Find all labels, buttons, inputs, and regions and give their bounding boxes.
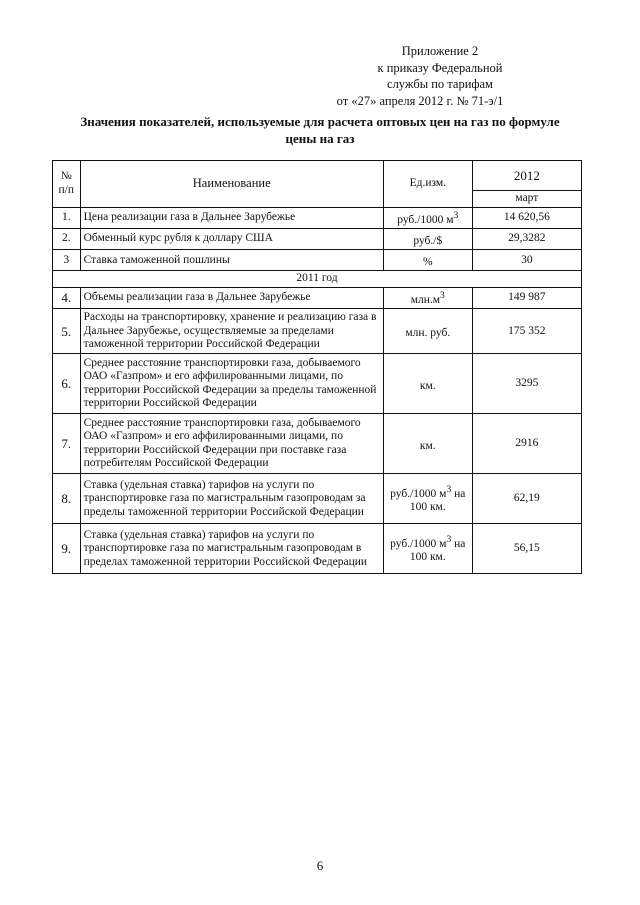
unit-superscript: 3 — [446, 483, 452, 495]
row-value: 3295 — [472, 354, 581, 414]
unit-text: % — [422, 255, 433, 268]
row-unit — [383, 207, 472, 228]
header-num-line-1: № — [60, 170, 72, 183]
row-name: Цена реализации газа в Дальнее Зарубежье — [80, 207, 383, 228]
row-unit — [383, 414, 472, 474]
row-value: 56,15 — [472, 524, 581, 574]
table-row — [53, 354, 582, 414]
appendix-line-3: службы по тарифам — [387, 77, 493, 91]
row-value: 30 — [472, 250, 581, 271]
table-row — [53, 474, 582, 524]
row-number: 2. — [53, 228, 81, 249]
appendix-header — [336, 43, 540, 109]
row-value: 175 352 — [472, 309, 581, 354]
row-name: Расходы на транспортировку, хранение и реализацию газа в Дальнее Зарубежье, осуществляемые за пределами таможенной территории Российской Федерации — [80, 309, 383, 354]
row-value: 149 987 — [472, 287, 581, 308]
table-row — [53, 414, 582, 474]
unit-superscript: 3 — [440, 289, 445, 301]
header-name: Наименование — [80, 161, 383, 208]
row-name: Обменный курс рубля к доллару США — [80, 228, 383, 249]
table-row — [53, 309, 582, 354]
unit-text: км. — [419, 439, 436, 452]
row-number: 6. — [53, 354, 81, 414]
table-header-row — [53, 161, 582, 191]
unit-superscript: 3 — [446, 533, 452, 545]
row-value: 62,19 — [472, 474, 581, 524]
unit-text: руб./1000 м — [390, 537, 447, 550]
appendix-line-4: от «27» апреля 2012 г. № 71-э/1 — [336, 93, 504, 108]
row-name: Объемы реализации газа в Дальнее Зарубежье — [80, 287, 383, 308]
unit-text: руб./1000 м — [397, 213, 454, 226]
row-number: 5. — [53, 309, 81, 354]
unit-text: млн. руб. — [405, 326, 451, 339]
row-value: 14 620,56 — [472, 207, 581, 228]
unit-text: млн.м — [410, 293, 441, 306]
table-row — [53, 250, 582, 271]
header-num — [53, 161, 81, 208]
row-unit — [383, 474, 472, 524]
unit-text: руб./1000 м — [390, 487, 447, 500]
row-name: Среднее расстояние транспортировки газа, добываемого ОАО «Газпром» и его аффилированными лицами, по территории Российской Федерации за пределы таможенной территории Российской Федерации — [80, 354, 383, 414]
row-value: 29,3282 — [472, 228, 581, 249]
row-number: 9. — [53, 524, 81, 574]
row-number: 8. — [53, 474, 81, 524]
row-value: 2916 — [472, 414, 581, 474]
unit-suffix: на 100 км. — [409, 537, 466, 564]
row-number: 1. — [53, 207, 81, 228]
table-row — [53, 287, 582, 308]
row-name: Ставка (удельная ставка) тарифов на услуги по транспортировке газа по магистральным газопроводам в пределах таможенной территории Российской Федерации — [80, 524, 383, 574]
table-row — [53, 228, 582, 249]
appendix-line-2: к приказу Федеральной — [377, 60, 503, 75]
section-row — [53, 271, 582, 288]
row-number: 7. — [53, 414, 81, 474]
page-number: 6 — [316, 858, 324, 873]
row-unit — [383, 250, 472, 271]
document-title — [50, 113, 590, 147]
row-unit — [383, 524, 472, 574]
unit-superscript: 3 — [453, 209, 459, 221]
row-name: Среднее расстояние транспортировки газа, добываемого ОАО «Газпром» и его аффилированными лицами, по территории Российской Федерации при поставке газа потребителям Российской Федерации — [80, 414, 383, 474]
row-unit — [383, 228, 472, 249]
unit-text: руб./$ — [413, 234, 443, 247]
row-number: 4. — [53, 287, 81, 308]
title-line-1: Значения показателей, используемые для расчета оптовых цен на газ по формуле — [80, 114, 560, 129]
row-number: 3 — [53, 250, 81, 271]
header-unit: Ед.изм. — [383, 161, 472, 208]
row-name: Ставка таможенной пошлины — [80, 250, 383, 271]
row-unit — [383, 309, 472, 354]
header-num-line-2: п/п — [58, 183, 75, 196]
unit-text: км. — [419, 379, 436, 392]
table-row — [53, 524, 582, 574]
header-month: март — [472, 191, 581, 208]
row-unit — [383, 287, 472, 308]
section-label: 2011 год — [53, 271, 582, 288]
header-year: 2012 — [472, 161, 581, 191]
title-line-2: цены на газ — [285, 131, 355, 146]
table-row — [53, 207, 582, 228]
indicators-table — [52, 160, 582, 574]
appendix-line-1: Приложение 2 — [401, 44, 479, 58]
unit-suffix: на 100 км. — [409, 487, 466, 514]
row-unit — [383, 354, 472, 414]
row-name: Ставка (удельная ставка) тарифов на услуги по транспортировке газа по магистральным газопроводам за пределы таможенной территории Российской Федерации — [80, 474, 383, 524]
